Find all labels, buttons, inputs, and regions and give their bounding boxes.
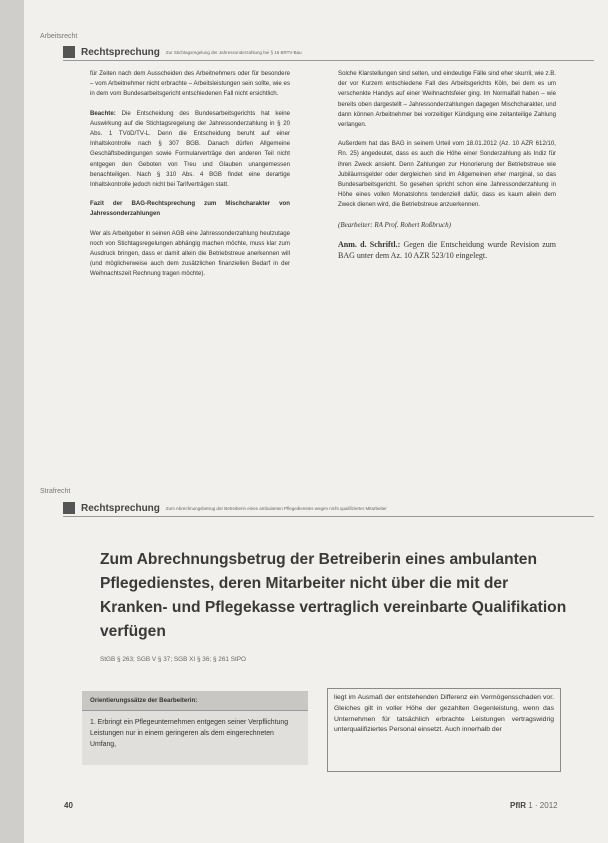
header-subtitle: Zur Stichtagsregelung der Jahressonderzahlung bei § 16 BRTV-Bau <box>165 49 302 55</box>
article-title: Zum Abrechnungsbetrug der Betreiberin eines ambulanten Pflegedienstes, deren Mitarbeiter nicht über die mit der Kranken- und Pflegekasse vertraglich vereinbarte Qualifikation verfügen <box>100 551 567 640</box>
section-label-top: Arbeitsrecht <box>40 33 78 40</box>
continued-text-box: liegt im Ausmaß der entstehenden Differenz ein Vermögensschaden vor. Gleiches gilt in voller Höhe der gezahlten Gegenleistung, wenn das Unternehmen für tatsächlich erbrachte Leistungen vertragswidrig unterqualifiziertes Personal einsetzt. Auch innerhalb der <box>327 688 561 772</box>
paragraph: Solche Klarstellungen sind selten, und eindeutige Fälle sind eher skurril, wie z.B. der vor Kurzem entschiedene Fall des Arbeitsgerichts Köln, bei dem es um verschenkte Handys auf einer Weihnachtsfeier ging. Im Normalfall haben – wie bereits oben dargestellt – Jahressonderzahlungen dagegen Mischcharakter, und dann können Arbeitnehmer bei vorzeitiger Kündigung eine zeitanteilige Zahlung verlangen. <box>338 70 556 129</box>
guidelines-text: 1. Erbringt ein Pflegeunternehmen entgegen seiner Verpflichtung Leistungen nur in einem geringeren als dem eingerechneten Umfang, <box>82 710 308 750</box>
header-subtitle: Zum Abrechnungsbetrug der Betreiberin eines ambulanten Pflegedienstes wegen nicht qualifizierter Mitarbeiter <box>165 505 387 511</box>
paragraph: Wer als Arbeitgeber in seinen AGB eine Jahressonderzahlung heutzutage noch von Stichtagsregelungen abhängig machen möchte, muss klar zum Ausdruck bringen, dass er damit allein die Betriebstreue anerkennen will (und möglicherweise auch dem zusätzlichen finanziellen Bedarf in der Weihnachtszeit Rechnung tragen möchte). <box>90 229 290 278</box>
header-bottom <box>63 500 594 517</box>
header-square-icon <box>63 502 75 514</box>
guidelines-heading: Orientierungssätze der Bearbeiterin: <box>82 691 308 710</box>
subheading: Fazit der BAG-Rechtsprechung zum Mischcharakter von Jahressonderzahlungen <box>90 200 290 218</box>
header-label: Rechtsprechung <box>81 46 160 58</box>
scan-edge <box>0 0 24 843</box>
author-line: (Bearbeiter: RA Prof. Robert Roßbruch) <box>338 220 451 229</box>
guidelines-box <box>82 691 308 765</box>
header-square-icon <box>63 46 75 58</box>
right-column <box>338 69 556 271</box>
legal-norms: StGB § 263; SGB V § 37; SGB XI § 36; § 261 StPO <box>100 656 247 663</box>
section-label-bottom: Strafrecht <box>40 488 71 495</box>
page-number: 40 <box>64 801 73 810</box>
author-note: Anm. d. Schriftl.: Gegen die Entscheidung wurde Revision zum BAG unter dem Az. 10 AZR 523/10 eingelegt. <box>338 239 556 261</box>
header-top <box>63 44 594 61</box>
header-label: Rechtsprechung <box>81 502 160 514</box>
paragraph-beachte: Beachte: Die Entscheidung des Bundesarbeitsgerichts hat keine Auswirkung auf die Stichtagsregelung der Jahressonderzahlung in § 20 Abs. 1 TVöD/TV-L. Denn die Entscheidung beruht auf einer Inhaltskontrolle nach § 307 BGB. Danach dürfen Allgemeine Geschäftsbedingungen sowie Formularverträge den anderen Teil nicht entgegen den Geboten von Treu und Glauben unangemessen benachteiligen. Nach § 310 Abs. 4 BGB findet eine derartige Inhaltskontrolle jedoch nicht bei Tarifverträgen statt. <box>90 109 290 189</box>
left-column <box>90 69 290 289</box>
paragraph: Außerdem hat das BAG in seinem Urteil vom 18.01.2012 (Az. 10 AZR 612/10, Rn. 25) angedeutet, dass es auch die Höhe einer Sonderzahlung als Indiz für ihren Zweck ansieht. Denn Zahlungen zur Honorierung der Betriebstreue wie Jubiläumsgelder oder dergleichen sind im Allgemeinen eher marginal, so das Bundesarbeitsgericht. So gesehen spricht schon eine Jahressonderzahlung in Höhe eines vollen Monatslohns tendenziell dafür, dass es kaum allein dem Zweck dienen wird, die Betriebstreue anzuerkennen. <box>338 140 556 209</box>
journal-footer: PflR 1 · 2012 <box>510 801 558 810</box>
paragraph: für Zeiten nach dem Ausscheiden des Arbeitnehmers oder für besondere – vom Arbeitnehmer nicht erbrachte – Arbeitsleistungen sein sollte, wie es in dem vom Bundesarbeitsgericht entschiedenen Fall nicht ersichtlich. <box>90 70 290 98</box>
